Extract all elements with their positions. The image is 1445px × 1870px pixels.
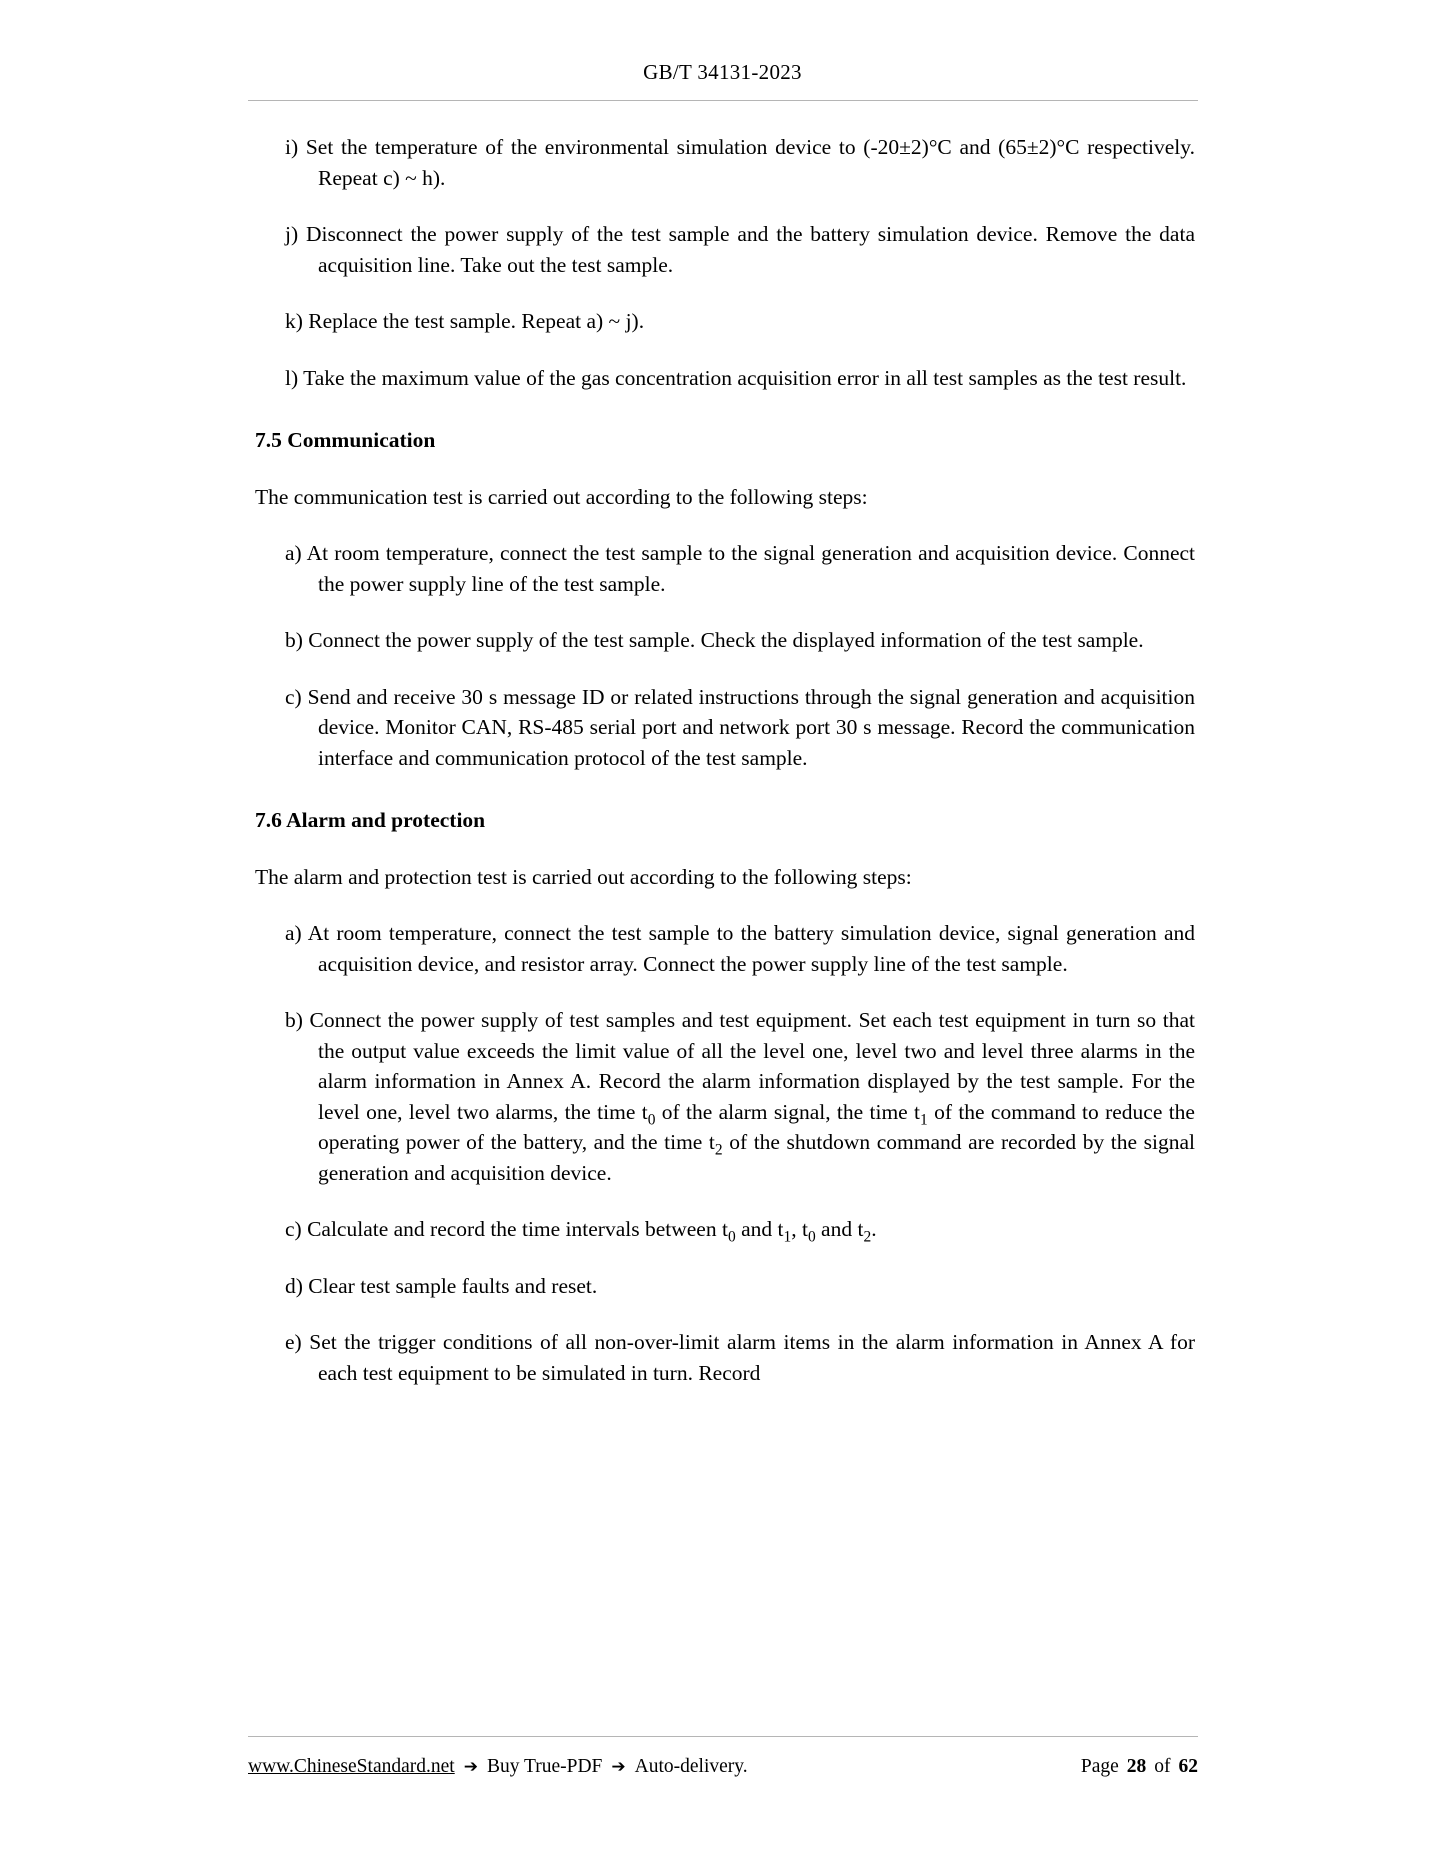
subscript: 1 [920,1111,928,1129]
website-link[interactable]: www.ChineseStandard.net [248,1756,455,1777]
list-item: a) At room temperature, connect the test sample to the battery simulation device, signal generation and acquisition device, and resistor array. Connect the power supply line of the test sample. [285,921,1195,976]
subscript: 0 [807,1228,816,1246]
page-number: 28 [1126,1756,1147,1777]
list-item: l) Take the maximum value of the gas concentration acquisition error in all test samples as the test result. [285,365,1187,390]
total-pages: 62 [1178,1756,1198,1777]
list-item: b) Connect the power supply of the test sample. Check the displayed information of the test sample. [285,628,1144,653]
footer-right-group [1081,1756,1198,1778]
buy-text: Buy True-PDF [486,1756,603,1777]
section-7-5-intro: The communication test is carried out according to the following steps: [255,484,868,509]
list-item: a) At room temperature, connect the test sample to the signal generation and acquisition device. Connect the power supply line of the test sample. [285,541,1195,596]
page-footer [248,1756,1198,1778]
page-content [255,132,1195,1414]
section-7-6-intro: The alarm and protection test is carried out according to the following steps: [255,864,912,889]
list-item: k) Replace the test sample. Repeat a) ~ j). [285,309,645,334]
list-item: c) Send and receive 30 s message ID or related instructions through the signal generation and acquisition device. Monitor CAN, RS-485 serial port and network port 30 s message. Record the communication interface and communication protocol of the test sample. [285,684,1195,770]
subscript: 0 [647,1111,656,1129]
footer-divider [248,1736,1198,1737]
section-heading-7-5: 7.5 Communication [255,428,436,453]
list-item-text: c) Calculate and record the time intervals between t [285,1217,728,1242]
list-item-text: of the command to reduce the operating power of the battery, and the time t [318,1099,1195,1155]
list-item-text: , t [791,1217,808,1242]
of-label: of [1154,1756,1171,1777]
list-item: i) Set the temperature of the environmental simulation device to (-20±2)°C and (65±2)°C respectively. Repeat c) ~ h). [285,135,1195,190]
arrow-right-icon: ➔ [463,1757,478,1777]
list-item-text: and t [735,1217,784,1242]
footer-left-group [248,1756,748,1778]
list-item-text: b) Connect the power supply of test samples and test equipment. Set each test equipment in turn so that the output value exceeds the limit value of all the level one, level two and level three alarms in the alarm information in Annex A. Record the alarm information displayed by the test sample. For the level one, level two alarms, the time t [285,1008,1195,1124]
page-label: Page [1080,1756,1119,1777]
subscript: 0 [727,1228,736,1246]
subscript: 1 [783,1228,792,1246]
list-item: e) Set the trigger conditions of all non-over-limit alarm items in the alarm information in Annex A for each test equipment to be simulated in turn. Record [285,1330,1195,1385]
list-item: j) Disconnect the power supply of the test sample and the battery simulation device. Remove the data acquisition line. Take out the test sample. [285,222,1195,277]
list-item [285,1005,1195,1188]
subscript: 2 [863,1228,872,1246]
list-item [285,1214,1195,1245]
list-item: d) Clear test sample faults and reset. [285,1273,598,1298]
delivery-text: Auto-delivery. [634,1756,748,1777]
list-item-text: of the alarm signal, the time t [655,1099,921,1124]
subscript: 2 [714,1141,723,1159]
page-header [0,60,1445,85]
header-divider [248,100,1198,101]
standard-number: GB/T 34131-2023 [643,60,802,84]
list-item-text: of the shutdown command are recorded by the signal generation and acquisition device. [318,1130,1196,1185]
arrow-right-icon: ➔ [611,1757,626,1777]
list-item-text: . [871,1217,877,1242]
section-heading-7-6: 7.6 Alarm and protection [255,808,486,833]
list-item-text: and t [815,1217,864,1242]
